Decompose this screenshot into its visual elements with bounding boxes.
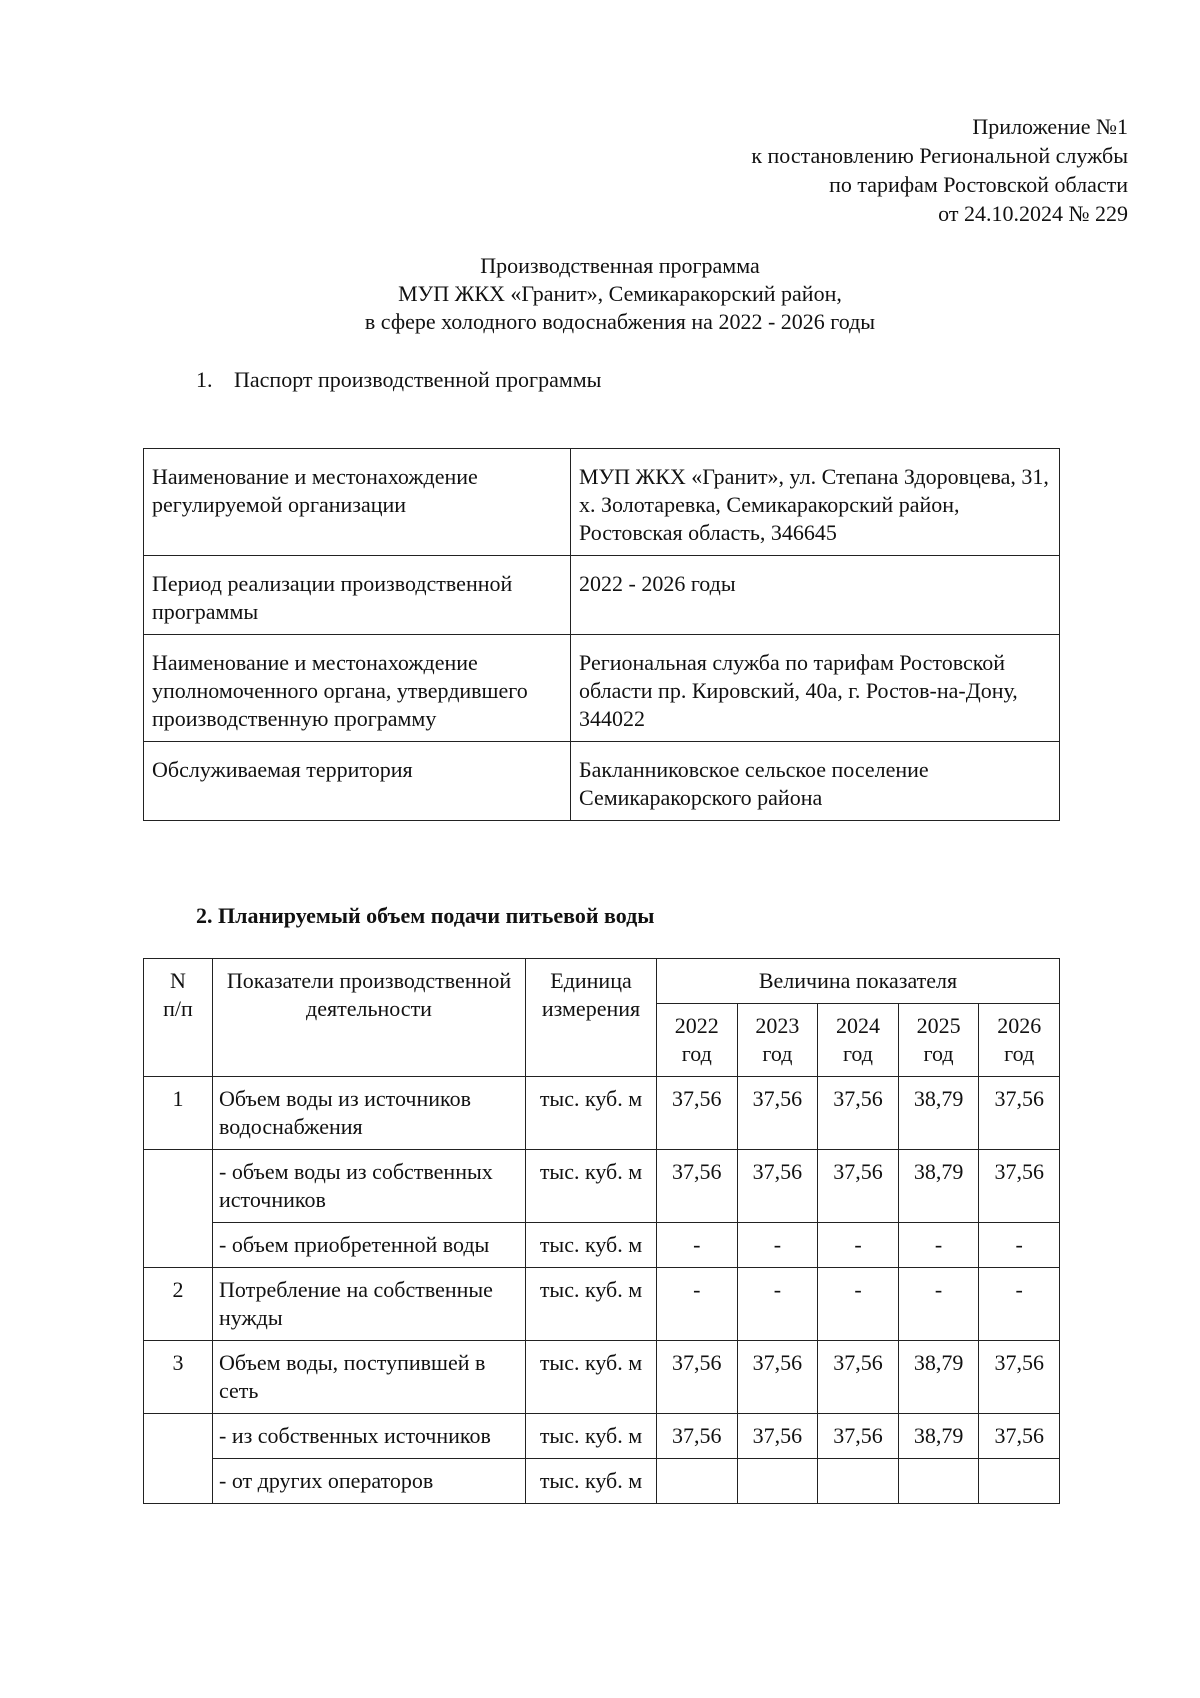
- header-num: [144, 959, 213, 1077]
- row-value-2022: [657, 1459, 738, 1504]
- row-unit: тыс. куб. м: [526, 1414, 657, 1459]
- row-num: [144, 1150, 213, 1268]
- row-unit: тыс. куб. м: [526, 1150, 657, 1223]
- passport-label: Наименование и местонахождение уполномоченного органа, утвердившего производственную программу: [144, 635, 571, 742]
- row-value-2025: -: [898, 1223, 979, 1268]
- passport-table: [143, 448, 1060, 821]
- row-indicator: - объем приобретенной воды: [213, 1223, 526, 1268]
- row-indicator: - объем воды из собственных источников: [213, 1150, 526, 1223]
- header-value-group: Величина показателя: [657, 959, 1060, 1004]
- table-row: [144, 1077, 1060, 1150]
- water-volume-table: [143, 958, 1060, 1504]
- row-value-2024: 37,56: [818, 1414, 899, 1459]
- header-num-line-2: п/п: [163, 996, 193, 1021]
- appendix-line-2: к постановлению Региональной службы: [751, 143, 1128, 168]
- row-num: 1: [144, 1077, 213, 1150]
- row-value-2024: [818, 1459, 899, 1504]
- title-line-3: в сфере холодного водоснабжения на 2022 - 2026 годы: [364, 309, 876, 334]
- row-value-2025: [898, 1459, 979, 1504]
- year-suffix: год: [923, 1041, 954, 1066]
- row-value-2023: 37,56: [737, 1414, 818, 1459]
- row-value-2023: -: [737, 1268, 818, 1341]
- year-suffix: год: [1004, 1041, 1035, 1066]
- title-line-1: Производственная программа: [480, 253, 760, 278]
- row-value-2024: 37,56: [818, 1341, 899, 1414]
- row-value-2025: 38,79: [898, 1341, 979, 1414]
- header-year: [979, 1004, 1060, 1077]
- passport-value: МУП ЖКХ «Гранит», ул. Степана Здоровцева, 31, х. Золотаревка, Семикаракорский район, Ростовская область, 346645: [571, 449, 1060, 556]
- year-label: 2023: [755, 1013, 800, 1038]
- row-value-2025: 38,79: [898, 1414, 979, 1459]
- row-value-2026: 37,56: [979, 1150, 1060, 1223]
- row-num: 2: [144, 1268, 213, 1341]
- year-label: 2024: [835, 1013, 880, 1038]
- header-year: [657, 1004, 738, 1077]
- row-value-2023: 37,56: [737, 1077, 818, 1150]
- passport-label: Обслуживаемая территория: [144, 742, 571, 821]
- section-1-number: 1.: [196, 367, 213, 392]
- row-unit: тыс. куб. м: [526, 1223, 657, 1268]
- row-value-2022: 37,56: [657, 1150, 738, 1223]
- passport-row: [144, 635, 1060, 742]
- row-indicator: Объем воды, поступившей в сеть: [213, 1341, 526, 1414]
- row-unit: тыс. куб. м: [526, 1268, 657, 1341]
- row-value-2026: [979, 1459, 1060, 1504]
- table-row: [144, 1268, 1060, 1341]
- header-year: [898, 1004, 979, 1077]
- row-value-2026: 37,56: [979, 1077, 1060, 1150]
- passport-value: 2022 - 2026 годы: [571, 556, 1060, 635]
- row-value-2024: -: [818, 1268, 899, 1341]
- title-line-2: МУП ЖКХ «Гранит», Семикаракорский район,: [398, 281, 842, 306]
- row-value-2023: -: [737, 1223, 818, 1268]
- header-year: [737, 1004, 818, 1077]
- header-num-line-1: N: [170, 968, 186, 993]
- year-label: 2022: [674, 1013, 719, 1038]
- header-unit: Единица измерения: [526, 959, 657, 1077]
- year-label: 2026: [997, 1013, 1042, 1038]
- row-value-2026: 37,56: [979, 1414, 1060, 1459]
- section-1-heading: [196, 366, 601, 394]
- appendix-line-4: от 24.10.2024 № 229: [938, 201, 1128, 226]
- row-value-2025: -: [898, 1268, 979, 1341]
- row-indicator: Объем воды из источников водоснабжения: [213, 1077, 526, 1150]
- row-indicator: - от других операторов: [213, 1459, 526, 1504]
- row-value-2024: 37,56: [818, 1077, 899, 1150]
- row-value-2024: -: [818, 1223, 899, 1268]
- row-value-2022: 37,56: [657, 1077, 738, 1150]
- passport-row: [144, 742, 1060, 821]
- section-1-title: Паспорт производственной программы: [234, 367, 602, 392]
- row-value-2022: 37,56: [657, 1341, 738, 1414]
- row-value-2023: 37,56: [737, 1150, 818, 1223]
- row-unit: тыс. куб. м: [526, 1459, 657, 1504]
- row-value-2026: -: [979, 1223, 1060, 1268]
- row-unit: тыс. куб. м: [526, 1077, 657, 1150]
- row-unit: тыс. куб. м: [526, 1341, 657, 1414]
- row-value-2022: -: [657, 1223, 738, 1268]
- row-value-2024: 37,56: [818, 1150, 899, 1223]
- table-row: [144, 1341, 1060, 1414]
- appendix-line-3: по тарифам Ростовской области: [829, 172, 1128, 197]
- row-value-2023: [737, 1459, 818, 1504]
- table-row: [144, 1414, 1060, 1459]
- row-num: 3: [144, 1341, 213, 1414]
- row-value-2022: -: [657, 1268, 738, 1341]
- passport-value: Региональная служба по тарифам Ростовской области пр. Кировский, 40а, г. Ростов-на-Дону, 344022: [571, 635, 1060, 742]
- row-value-2026: 37,56: [979, 1341, 1060, 1414]
- section-2-heading: 2. Планируемый объем подачи питьевой воды: [196, 903, 655, 928]
- passport-label: Период реализации производственной программы: [144, 556, 571, 635]
- row-num: [144, 1414, 213, 1504]
- row-value-2026: -: [979, 1268, 1060, 1341]
- row-indicator: - из собственных источников: [213, 1414, 526, 1459]
- table-header-row: [144, 959, 1060, 1004]
- table-row: [144, 1223, 1060, 1268]
- appendix-header: [751, 112, 1128, 228]
- appendix-line-1: Приложение №1: [972, 114, 1128, 139]
- row-value-2022: 37,56: [657, 1414, 738, 1459]
- passport-label: Наименование и местонахождение регулируемой организации: [144, 449, 571, 556]
- header-indicator: Показатели производственной деятельности: [213, 959, 526, 1077]
- year-suffix: год: [842, 1041, 873, 1066]
- row-value-2025: 38,79: [898, 1150, 979, 1223]
- header-year: [818, 1004, 899, 1077]
- year-suffix: год: [762, 1041, 793, 1066]
- table-row: [144, 1150, 1060, 1223]
- document-title: [0, 252, 1200, 336]
- passport-row: [144, 449, 1060, 556]
- year-suffix: год: [681, 1041, 712, 1066]
- table-row: [144, 1459, 1060, 1504]
- year-label: 2025: [916, 1013, 961, 1038]
- row-value-2025: 38,79: [898, 1077, 979, 1150]
- row-indicator: Потребление на собственные нужды: [213, 1268, 526, 1341]
- row-value-2023: 37,56: [737, 1341, 818, 1414]
- passport-row: [144, 556, 1060, 635]
- passport-value: Бакланниковское сельское поселение Семикаракорского района: [571, 742, 1060, 821]
